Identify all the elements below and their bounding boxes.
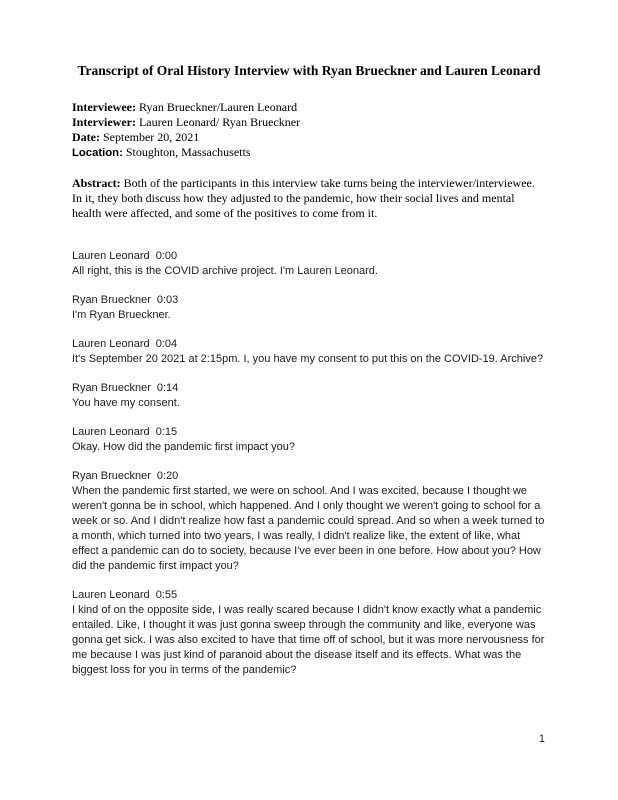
transcript-entry <box>72 293 546 323</box>
metadata-value: Lauren Leonard/ Ryan Brueckner <box>138 115 301 129</box>
timestamp: 0:03 <box>156 294 179 306</box>
abstract-text: Both of the participants in this interview take turns being the interviewer/interviewee. In it, they both discuss how they adjusted to the pandemic, how their social lives and mental health were affected, and some of the positives to come from it. <box>72 176 535 220</box>
page-number: 1 <box>538 733 545 745</box>
timestamp: 0:00 <box>155 250 178 262</box>
entry-text: Okay. How did the pandemic first impact you? <box>72 441 295 453</box>
metadata-row <box>72 100 546 115</box>
metadata-label: Date: <box>72 130 100 144</box>
metadata-value: September 20, 2021 <box>102 130 200 144</box>
speaker-name: Ryan Brueckner <box>72 294 151 306</box>
metadata-row <box>72 130 546 145</box>
entry-header <box>72 337 546 352</box>
entry-text: You have my consent. <box>72 397 180 409</box>
timestamp: 0:55 <box>155 589 178 601</box>
transcript-section <box>72 249 546 678</box>
entry-header <box>72 381 546 396</box>
entry-header <box>72 425 546 440</box>
entry-header <box>72 469 546 484</box>
speaker-name: Lauren Leonard <box>72 338 150 350</box>
speaker-name: Ryan Brueckner <box>72 382 151 394</box>
metadata-row <box>72 115 546 130</box>
transcript-entry <box>72 381 546 411</box>
metadata-value: Stoughton, Massachusetts <box>125 145 251 159</box>
transcript-entry <box>72 588 546 678</box>
metadata-value: Ryan Brueckner/Lauren Leonard <box>138 100 298 114</box>
entry-text: It's September 20 2021 at 2:15pm. I, you have my consent to put this on the COVID-19. Archive? <box>72 353 544 365</box>
entry-header <box>72 293 546 308</box>
speaker-name: Lauren Leonard <box>72 426 150 438</box>
metadata-label: Interviewer: <box>72 115 136 129</box>
timestamp: 0:20 <box>156 470 179 482</box>
timestamp: 0:04 <box>155 338 178 350</box>
document-title: Transcript of Oral History Interview with Ryan Brueckner and Lauren Leonard <box>77 63 541 78</box>
transcript-entry <box>72 469 546 574</box>
timestamp: 0:14 <box>156 382 179 394</box>
metadata-label: Location: <box>72 147 123 159</box>
timestamp: 0:15 <box>155 426 178 438</box>
metadata-label: Interviewee: <box>72 100 136 114</box>
entry-header <box>72 249 546 264</box>
entry-text: I kind of on the opposite side, I was really scared because I didn't know exactly what a pandemic entailed. Like, I thought it was just gonna sweep through the community and like, everyone was gonna get sick. I was also excited to have that time off of school, but it was more nervousness for me because I was just kind of paranoid about the disease itself and its effects. What was the biggest loss for you in terms of the pandemic? <box>72 604 545 676</box>
abstract-label: Abstract: <box>72 176 121 190</box>
entry-header <box>72 588 546 603</box>
abstract-paragraph <box>72 176 546 221</box>
speaker-name: Lauren Leonard <box>72 589 150 601</box>
transcript-entry <box>72 249 546 279</box>
metadata-row <box>72 145 546 161</box>
speaker-name: Lauren Leonard <box>72 250 150 262</box>
entry-text: I'm Ryan Brueckner. <box>72 309 171 321</box>
transcript-entry <box>72 337 546 367</box>
entry-text: When the pandemic first started, we were on school. And I was excited, because I thought we weren't gonna be in school, which happened. And I only thought we weren't going to school for a week or so. And I didn't realize how fast a pandemic could spread. And so when a week turned to a month, which turned into two years, I was really, I didn't realize like, the extent of like, what effect a pandemic can do to society, because I've ever been in one before. How about you? How did the pandemic first impact you? <box>72 485 545 572</box>
speaker-name: Ryan Brueckner <box>72 470 151 482</box>
metadata-block <box>72 100 546 161</box>
transcript-entry <box>72 425 546 455</box>
entry-text: All right, this is the COVID archive project. I'm Lauren Leonard. <box>72 265 378 277</box>
